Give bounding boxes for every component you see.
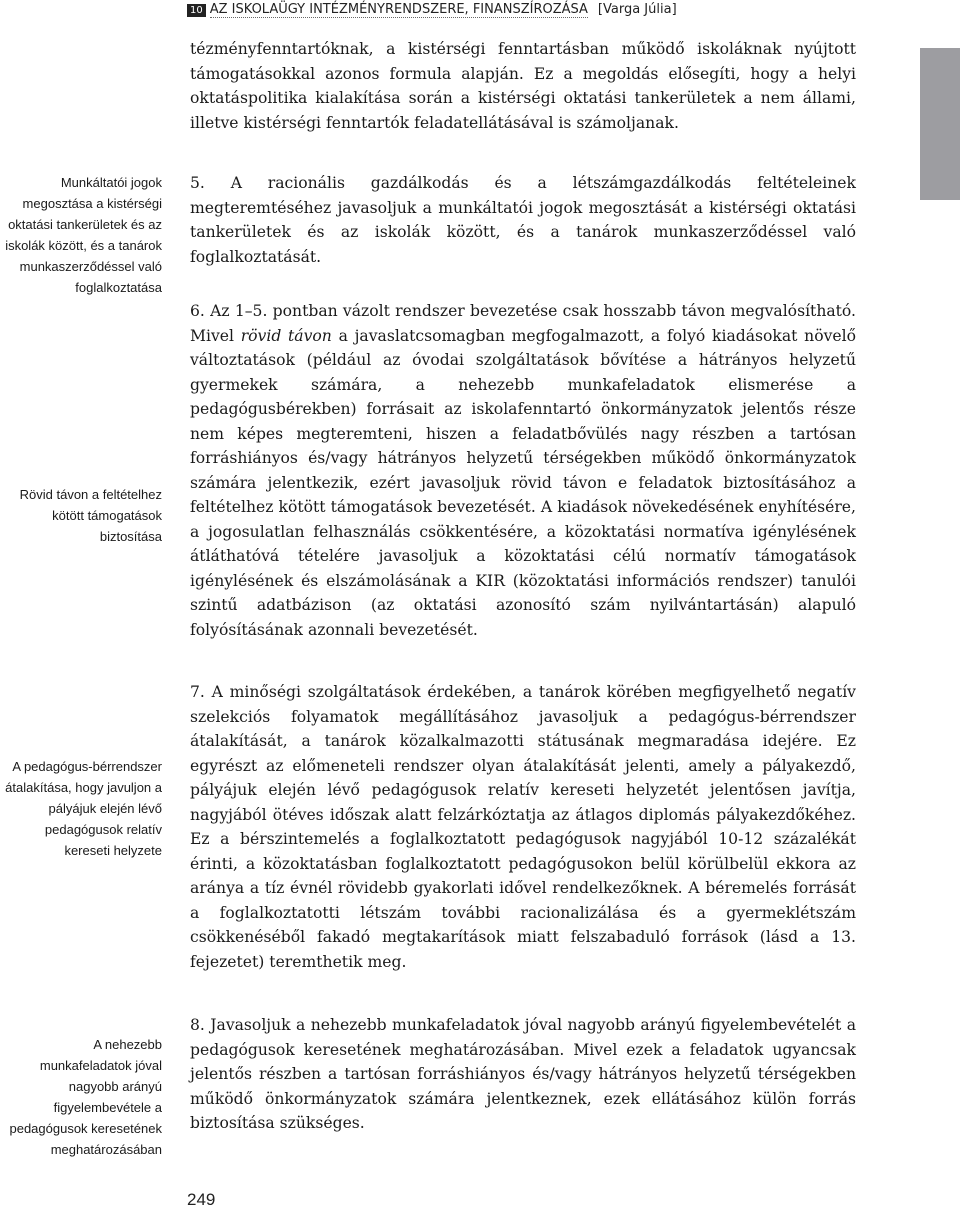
margin-note-short-term-support: Rövid távon a feltételhez kötött támogatások biztosítása bbox=[19, 487, 162, 544]
paragraph-continuation: tézményfenntartóknak, a kistérségi fenntartásban működő iskoláknak nyújtott támogatásokkal azonos formula alapján. Ez a megoldás elősegíti, hogy a helyi oktatáspolitika kialakítása során a kistérségi oktatási tankerületek a nem állami, illetve kistérségi fenntartók feladatellátásával is számoljanak. bbox=[190, 40, 856, 132]
paragraph-6-part-2: a javaslatcsomagban megfogalmazott, a folyó kiadásokat növelő változtatások (például az óvodai szolgáltatások bővítése a hátrányos helyzetű gyermekek számára, a nehezebb munkafeladatok elismerése a pedagógusbérekben) forrásait az iskolafenntartó önkormányzatok jelentős része nem képes megteremteni, hiszen a feladatbővülés nagy részben a tartósan forráshiányos és/vagy hátrányos helyzetű térségekben működő önkormányzatok számára jelentkezik, ezért javasoljuk rövid távon e feladatok biztosításához a feltételhez kötött támogatások bevezetését. A kiadások növekedésének enyhítésére, a jogosulatlan felhasználás csökkentésére, a közoktatási normatíva igénylésének átláthatóvá tételére javasoljuk a közoktatási célú normatív támogatások igénylésének és elszámolásának a KIR (közoktatási információs rendszer) tanulói szintű adatbázison (az oktatási azonosító szám nyilvántartásán) alapuló folyósításának azonnali bevezetését. bbox=[190, 326, 856, 639]
paragraph-8: 8. Javasoljuk a nehezebb munkafeladatok jóval nagyobb arányú figyelembevételét a pedagógusok keresetének meghatározásában. Mivel ezek a feladatok ugyancsak jelentős részben a tartósan forráshiányos és/vagy hátrányos helyzetű térségekben működő önkormányzatok számára jelentkeznek, ezek ellátásához külön forrás biztosítása szükséges. bbox=[190, 1016, 856, 1132]
margin-note-difficult-tasks: A nehezebb munkafeladatok jóval nagyobb arányú figyelembevétele a pedagógusok keresetének meghatározásában bbox=[9, 1037, 162, 1157]
page-number: 249 bbox=[187, 1190, 216, 1209]
running-header-title: AZ ISKOLAÜGY INTÉZMÉNYRENDSZERE, FINANSZÍROZÁSA bbox=[209, 2, 588, 17]
chapter-side-tab bbox=[920, 48, 960, 200]
paragraph-7: 7. A minőségi szolgáltatások érdekében, a tanárok körében megfigyelhető negatív szelekciós folyamatok megállításához javasoljuk a pedagógus-bérrendszer átalakítását, a tanárok közalkalmazotti státusának megmaradása idejére. Ez egyrészt az előmeneteli rendszer olyan átalakítását jelenti, amely a pályakezdő, pályájuk elején lévő pedagógusok relatív kereseti helyzetét jelentősen javítja, nagyjából ötéves időszak alatt felzárkóztatja az átlagos diplomás pályakezdőkéhez. Ez a bérszintemelés a foglalkoztatott pedagógusok nagyjából 10-12 százalékát érinti, a közoktatásban foglalkoztatott pedagógusokon belül körülbelül ekkora az aránya a tíz évnél rövidebb gyakorlati idővel rendelkezőknek. A béremelés forrását a foglalkoztatotti létszám további racionalizálása és a gyermeklétszám csökkenéséből fakadó megtakarítások miatt felszabaduló források (lásd a 13. fejezetet) teremthetik meg. bbox=[190, 683, 856, 971]
running-header bbox=[187, 2, 677, 22]
running-header-author: [Varga Júlia] bbox=[597, 2, 677, 17]
paragraph-6-emphasis: rövid távon bbox=[240, 326, 332, 345]
paragraph-5: 5. A racionális gazdálkodás és a létszámgazdálkodás feltételeinek megteremtéséhez javasoljuk a munkáltatói jogok megosztását a kistérségi oktatási tankerületek és az iskolák között, és a tanárok munkaszerződéssel való foglalkoztatását. bbox=[190, 174, 856, 266]
chapter-number-badge: 10 bbox=[187, 4, 206, 17]
margin-note-pay-system: A pedagógus-bérrendszer átalakítása, hogy javuljon a pályájuk elején lévő pedagógusok relatív kereseti helyzete bbox=[5, 759, 162, 858]
paragraph-6 bbox=[190, 299, 856, 642]
margin-note-employer-rights: Munkáltatói jogok megosztása a kistérségi oktatási tankerületek és az iskolák között, és a tanárok munkaszerződéssel való foglalkoztatása bbox=[5, 175, 162, 295]
paragraph-6-part-1: 6. Az 1–5. pontban vázolt rendszer bevezetése csak hosszabb távon megvalósítható. Mivel bbox=[190, 302, 856, 345]
